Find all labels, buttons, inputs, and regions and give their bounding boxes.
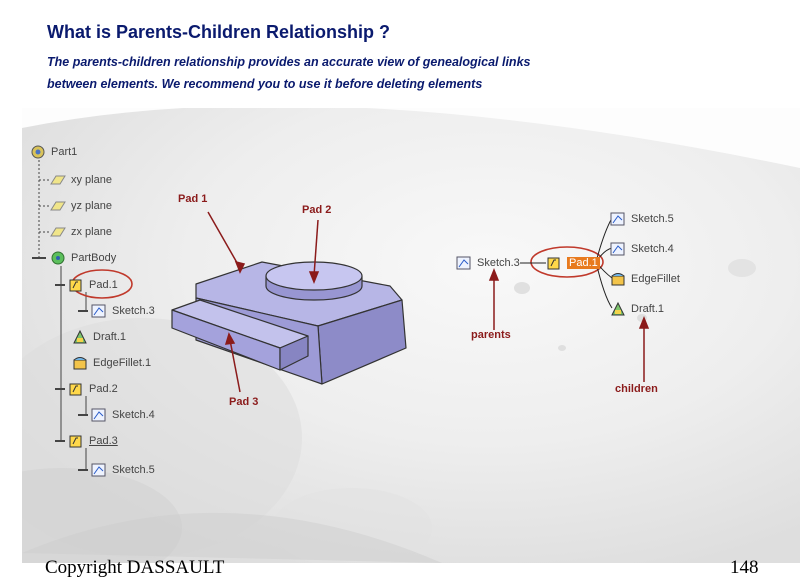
graph-child-node[interactable] <box>610 210 674 228</box>
sketch-icon <box>610 211 626 227</box>
collapse-toggle[interactable] <box>55 284 65 286</box>
pad-icon <box>68 381 84 397</box>
3d-part-model <box>172 262 406 384</box>
tree-item-pad3[interactable] <box>55 432 118 450</box>
copyright-text: Copyright DASSAULT <box>45 557 225 578</box>
subtitle-line-2: between elements. We recommend you to use it before deleting elements <box>47 77 483 91</box>
children-caption: children <box>615 383 658 395</box>
graph-child-label: EdgeFillet <box>631 273 680 285</box>
tree-item-label: Sketch.5 <box>112 464 155 476</box>
sketch-icon <box>91 462 107 478</box>
tree-item-label: zx plane <box>71 226 112 238</box>
collapse-toggle[interactable] <box>55 440 65 442</box>
tree-item-label: xy plane <box>71 174 112 186</box>
pad-icon <box>546 255 562 271</box>
pad3-callout: Pad 3 <box>229 396 259 408</box>
graph-child-label: Sketch.4 <box>631 243 674 255</box>
collapse-toggle[interactable] <box>32 257 46 259</box>
edgefillet-icon <box>72 355 88 371</box>
tree-item-label: PartBody <box>71 252 117 264</box>
pad-icon <box>68 277 84 293</box>
part-icon <box>30 144 46 160</box>
page-number: 148 <box>730 557 759 578</box>
graph-child-label: Draft.1 <box>631 303 665 315</box>
tree-item-edgefillet1[interactable] <box>72 354 151 372</box>
draft-icon <box>72 329 88 345</box>
parents-caption: parents <box>471 329 511 341</box>
graph-parent-label: Sketch.3 <box>477 257 520 269</box>
tree-item-label: Pad.1 <box>89 279 118 291</box>
sketch-icon <box>91 407 107 423</box>
tree-item-label: Draft.1 <box>93 331 127 343</box>
pad1-callout: Pad 1 <box>178 193 208 205</box>
expand-toggle[interactable] <box>78 414 88 416</box>
tree-item-label: Pad.3 <box>89 435 118 447</box>
tree-item-pad1[interactable] <box>55 276 118 294</box>
graph-child-node[interactable] <box>610 270 680 288</box>
pad2-callout: Pad 2 <box>302 204 332 216</box>
plane-icon <box>50 172 66 188</box>
graph-center-node[interactable] <box>546 254 600 272</box>
expand-toggle[interactable] <box>78 469 88 471</box>
tree-item-label: yz plane <box>71 200 112 212</box>
tree-item-sketch3[interactable] <box>78 302 155 320</box>
pad-icon <box>68 433 84 449</box>
page-title: What is Parents-Children Relationship ? <box>47 22 391 42</box>
tree-item-sketch4[interactable] <box>78 406 155 424</box>
tree-item-draft1[interactable] <box>72 328 126 346</box>
graph-center-label: Pad.1 <box>569 257 598 269</box>
tree-root[interactable] <box>30 143 77 161</box>
partbody-icon <box>50 250 66 266</box>
tree-item-zx-plane[interactable] <box>50 223 112 241</box>
sketch-icon <box>610 241 626 257</box>
tree-item-sketch5[interactable] <box>78 461 155 479</box>
tree-item-label: Pad.2 <box>89 383 118 395</box>
collapse-toggle[interactable] <box>55 388 65 390</box>
edgefillet-icon <box>610 271 626 287</box>
expand-toggle[interactable] <box>78 310 88 312</box>
tree-item-yz-plane[interactable] <box>50 197 112 215</box>
tree-item-pad2[interactable] <box>55 380 118 398</box>
tree-root-label: Part1 <box>51 146 78 158</box>
graph-child-label: Sketch.5 <box>631 213 674 225</box>
draft-icon <box>610 301 626 317</box>
subtitle-line-1: The parents-children relationship provides an accurate view of genealogical links <box>47 55 531 69</box>
plane-icon <box>50 198 66 214</box>
sketch-icon <box>456 255 472 271</box>
tree-item-xy-plane[interactable] <box>50 171 112 189</box>
tree-item-label: Sketch.3 <box>112 305 155 317</box>
tree-item-label: EdgeFillet.1 <box>93 357 152 369</box>
graph-parent-node[interactable] <box>456 254 520 272</box>
graph-child-node[interactable] <box>610 240 674 258</box>
tree-item-partbody[interactable] <box>32 249 116 267</box>
tree-item-label: Sketch.4 <box>112 409 155 421</box>
graph-child-node[interactable] <box>610 300 664 318</box>
sketch-icon <box>91 303 107 319</box>
plane-icon <box>50 224 66 240</box>
